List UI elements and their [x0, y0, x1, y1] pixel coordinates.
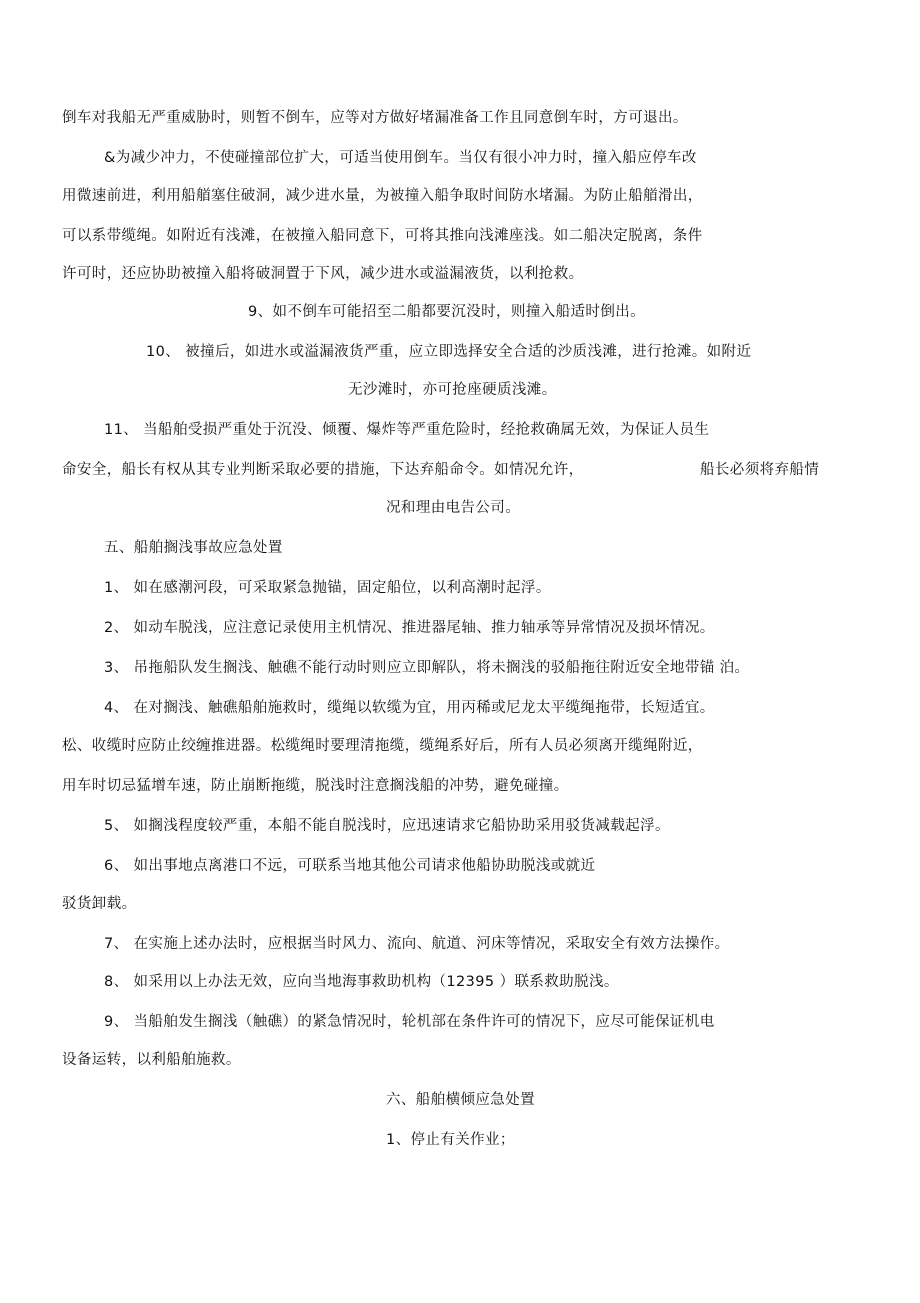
section-heading: 六、船舶横倾应急处置 — [386, 1092, 535, 1108]
text-line: 松、收缆时应防止绞缠推进器。松缆绳时要理清拖缆，缆绳系好后，所有人员必须离开缆绳附近， — [62, 738, 703, 754]
text-line: 命安全，船长有权从其专业判断采取必要的措施，下达弃船命令。如情况允许， — [62, 462, 584, 478]
text-line: 设备运转，以利船舶施救。 — [62, 1052, 241, 1068]
text-line: 驳货卸载。 — [62, 896, 137, 912]
text-line: 10、 被撞后，如进水或溢漏液货严重，应立即选择安全合适的沙质浅滩，进行抢滩。如附近 — [146, 344, 752, 360]
text-line: 况和理由电告公司。 — [386, 500, 521, 516]
text-line: 许可时，还应协助被撞入船将破洞置于下风，减少进水或溢漏液货，以利抢救。 — [62, 266, 584, 282]
section-heading: 五、船舶搁浅事故应急处置 — [104, 540, 283, 556]
text-line: 9、 当船舶发生搁浅（触礁）的紧急情况时，轮机部在条件许可的情况下，应尽可能保证机电 — [104, 1014, 715, 1030]
text-line: &为减少冲力，不使碰撞部位扩大，可适当使用倒车。当仅有很小冲力时，撞入船应停车改 — [104, 150, 697, 166]
text-line: 1、停止有关作业； — [386, 1132, 515, 1148]
text-line: 船长必须将弃船情 — [700, 462, 820, 478]
text-line: 4、 在对搁浅、触礁船舶施救时，缆绳以软缆为宜，用丙稀或尼龙太平缆绳拖带，长短适宜。 — [104, 700, 715, 716]
text-line: 8、 如采用以上办法无效，应向当地海事救助机构（12395 ）联系救助脱浅。 — [104, 974, 619, 990]
text-line: 9、如不倒车可能招至二船都要沉没时，则撞入船适时倒出。 — [248, 304, 646, 320]
text-line: 无沙滩时，亦可抢座硬质浅滩。 — [348, 382, 557, 398]
text-line: 2、 如动车脱浅，应注意记录使用主机情况、推进器尾轴、推力轴承等异常情况及损坏情况。 — [104, 620, 715, 636]
text-line: 1、 如在感潮河段，可采取紧急抛锚，固定船位，以利高潮时起浮。 — [104, 580, 551, 596]
text-line: 5、 如搁浅程度较严重，本船不能自脱浅时，应迅速请求它船协助采用驳货减载起浮。 — [104, 818, 670, 834]
text-line: 倒车对我船无严重威胁时，则暂不倒车，应等对方做好堵漏准备工作且同意倒车时，方可退出。 — [62, 110, 688, 126]
text-line: 用车时切忌猛增车速，防止崩断拖缆，脱浅时注意搁浅船的冲势，避免碰撞。 — [62, 778, 569, 794]
text-line: 3、 吊拖船队发生搁浅、触礁不能行动时则应立即解队，将未搁浅的驳船拖往附近安全地带锚 泊。 — [104, 660, 750, 676]
text-line: 7、 在实施上述办法时，应根据当时风力、流向、航道、河床等情况，采取安全有效方法操作。 — [104, 936, 730, 952]
text-line: 用微速前进，利用船艏塞住破洞，减少进水量，为被撞入船争取时间防水堵漏。为防止船艏滑出， — [62, 188, 703, 204]
text-line: 6、 如出事地点离港口不远，可联系当地其他公司请求他船协助脱浅或就近 — [104, 858, 596, 874]
text-line: 11、 当船舶受损严重处于沉没、倾覆、爆炸等严重危险时，经抢救确属无效，为保证人员生 — [104, 422, 710, 438]
text-line: 可以系带缆绳。如附近有浅滩，在被撞入船同意下，可将其推向浅滩座浅。如二船决定脱离，条件 — [62, 228, 703, 244]
